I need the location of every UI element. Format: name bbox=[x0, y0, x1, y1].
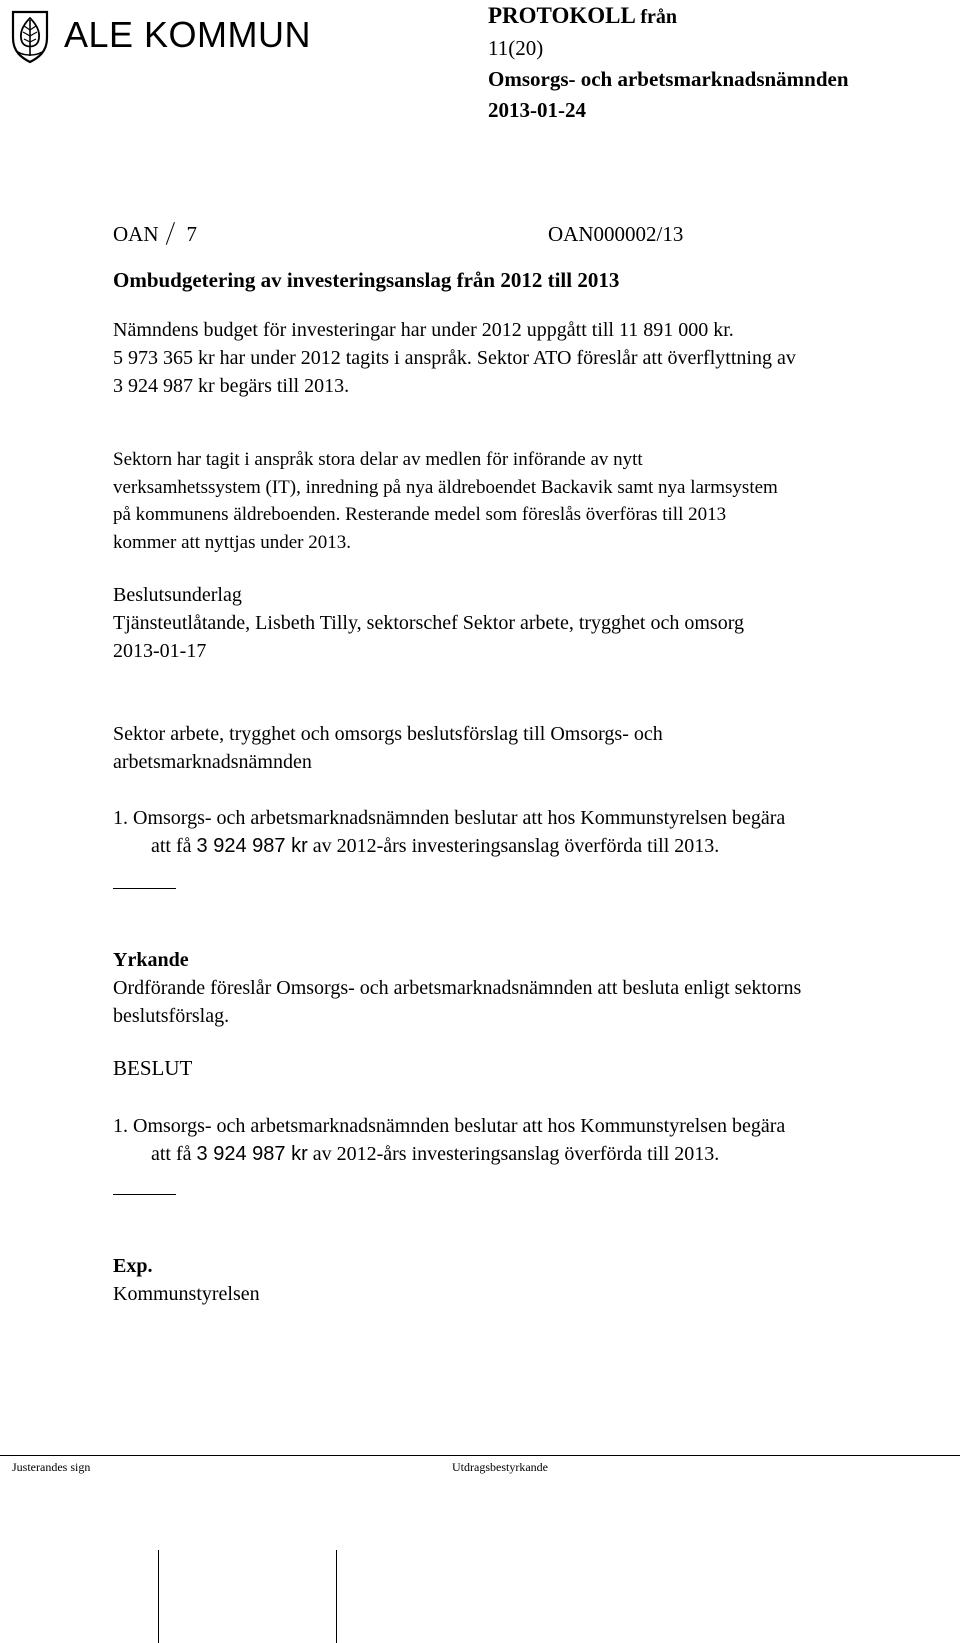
meeting-date: 2013-01-24 bbox=[488, 98, 586, 122]
decision-basis-heading: Beslutsunderlag bbox=[113, 584, 242, 606]
paragraph-line: verksamhetssystem (IT), inredning på nya äldreboendet Backavik samt nya larmsystem bbox=[113, 476, 778, 498]
proposal-line: Sektor arbete, trygghet och omsorgs beslutsförslag till Omsorgs- och bbox=[113, 723, 663, 745]
ale-kommun-logo-icon bbox=[10, 8, 50, 64]
paragraph-line: på kommunens äldreboenden. Resterande medel som föreslås överföras till 2013 bbox=[113, 504, 727, 525]
proposal-item-number: 1. bbox=[113, 807, 128, 829]
utdragsbestyrkande-label: Utdragsbestyrkande bbox=[452, 1460, 548, 1474]
protocol-from: från bbox=[640, 6, 677, 28]
separator-rule bbox=[113, 888, 176, 889]
motion-line: Ordförande föreslår Omsorgs- och arbetsmarknadsnämnden att besluta enligt sektorns bbox=[113, 977, 802, 999]
decision-heading: BESLUT bbox=[113, 1056, 193, 1080]
decision-item-text: Omsorgs- och arbetsmarknadsnämnden beslutar att hos Kommunstyrelsen begära bbox=[133, 1115, 786, 1137]
paragraph-prefix: OAN bbox=[113, 222, 159, 246]
paragraph-2 bbox=[113, 446, 943, 556]
paragraph-sign-icon bbox=[167, 222, 181, 244]
motion-line: beslutsförslag. bbox=[113, 1005, 230, 1027]
exp-recipient: Kommunstyrelsen bbox=[113, 1283, 260, 1305]
protocol-title: PROTOKOLL bbox=[488, 3, 635, 28]
footer-rule bbox=[0, 1455, 960, 1456]
motion-text bbox=[113, 974, 943, 1030]
decision-basis-line: Tjänsteutlåtande, Lisbeth Tilly, sektorschef Sektor arbete, trygghet och omsorg bbox=[113, 612, 744, 634]
exp-heading: Exp. bbox=[113, 1255, 153, 1277]
case-title: Ombudgetering av investeringsanslag från 2012 till 2013 bbox=[113, 268, 620, 292]
protocol-header bbox=[488, 0, 849, 126]
justerandes-sign-label: Justerandes sign bbox=[12, 1460, 91, 1474]
proposal-line: arbetsmarknadsnämnden bbox=[113, 751, 312, 773]
paragraph-number: 7 bbox=[186, 222, 197, 246]
case-number: OAN000002/13 bbox=[548, 222, 684, 246]
proposal-item: 1. Omsorgs- och arbetsmarknadsnämnden beslutar att hos Kommunstyrelsen begära att få 3 924 987 kr av 2012-års investeringsanslag överförda till 2013. bbox=[113, 807, 786, 857]
signature-box-divider bbox=[158, 1550, 159, 1643]
paragraph-line: 5 973 365 kr har under 2012 tagits i anspråk. Sektor ATO föreslår att överflyttning av bbox=[113, 347, 796, 369]
decision-basis bbox=[113, 581, 943, 665]
protocol-title-line bbox=[488, 0, 849, 33]
paragraph-1 bbox=[113, 316, 943, 400]
decision-amount: 3 924 987 kr bbox=[196, 1143, 308, 1165]
paragraph-line: kommer att nyttjas under 2013. bbox=[113, 531, 351, 553]
signature-box-divider bbox=[336, 1550, 337, 1643]
paragraph-line: 3 924 987 kr begärs till 2013. bbox=[113, 375, 350, 397]
decision-item: 1. Omsorgs- och arbetsmarknadsnämnden beslutar att hos Kommunstyrelsen begära att få 3 924 987 kr av 2012-års investeringsanslag överförda till 2013. bbox=[113, 1115, 786, 1165]
logo-text: ALE KOMMUN bbox=[64, 14, 312, 55]
decision-item-number: 1. bbox=[113, 1115, 128, 1137]
paragraph-line: Sektorn har tagit i anspråk stora delar av medlen för införande av nytt bbox=[113, 449, 643, 470]
sector-proposal bbox=[113, 720, 943, 776]
case-reference-row bbox=[113, 222, 713, 247]
proposal-item-text: Omsorgs- och arbetsmarknadsnämnden beslutar att hos Kommunstyrelsen begära bbox=[133, 807, 786, 829]
committee-name: Omsorgs- och arbetsmarknadsnämnden bbox=[488, 67, 849, 91]
motion-heading: Yrkande bbox=[113, 949, 189, 971]
paragraph-line: Nämndens budget för investeringar har under 2012 uppgått till 11 891 000 kr. bbox=[113, 319, 734, 341]
page-number: 11(20) bbox=[488, 36, 544, 60]
proposal-amount: 3 924 987 kr bbox=[196, 835, 308, 857]
decision-basis-line: 2013-01-17 bbox=[113, 640, 207, 662]
separator-rule bbox=[113, 1194, 176, 1195]
